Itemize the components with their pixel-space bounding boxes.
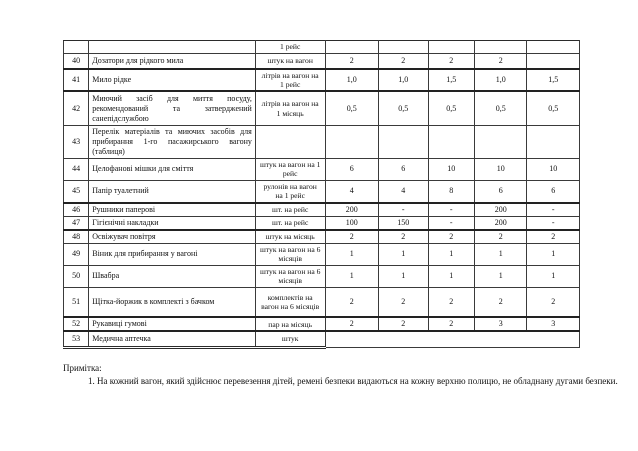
row-number-cell: 40 [64, 54, 89, 69]
row-number-cell: 51 [64, 287, 89, 317]
value-cell: 200 [474, 216, 527, 230]
table-row [64, 317, 580, 331]
value-cell: 2 [379, 230, 428, 244]
item-name-cell: Віник для прибирання у вагоні [89, 243, 256, 265]
value-cell: 6 [325, 158, 379, 180]
value-cell: 2 [325, 317, 379, 331]
row-number-cell: 46 [64, 203, 89, 217]
value-cell: 2 [325, 230, 379, 244]
value-cell: 1 [527, 265, 580, 287]
value-cell: - [527, 203, 580, 217]
value-cell: 0,5 [379, 91, 428, 125]
value-cell: 0,5 [527, 91, 580, 125]
value-cell: 0,5 [325, 91, 379, 125]
value-cell: 100 [325, 216, 379, 230]
item-name-cell: Целофанові мішки для сміття [89, 158, 256, 180]
value-cell: 10 [474, 158, 527, 180]
value-cell: 10 [428, 158, 474, 180]
table-row [64, 216, 580, 230]
value-cell [325, 125, 379, 158]
item-name-cell [89, 41, 256, 54]
note-title: Примітка: [63, 363, 102, 373]
value-cell: 1 [428, 243, 474, 265]
value-cell: 2 [527, 230, 580, 244]
table-row [64, 230, 580, 244]
value-cell: 2 [428, 317, 474, 331]
value-cell: 1 [428, 265, 474, 287]
value-cell [527, 41, 580, 54]
table-row [64, 243, 580, 265]
value-cell: - [428, 216, 474, 230]
unit-cell: штук на вагон на 6 місяців [255, 243, 325, 265]
value-cell [474, 125, 527, 158]
item-name-cell: Рукавиці гумові [89, 317, 256, 331]
value-cell [527, 125, 580, 158]
unit-cell [255, 125, 325, 158]
value-cell [379, 41, 428, 54]
value-cell: 1 [325, 243, 379, 265]
table-row [64, 331, 580, 347]
value-cell: 2 [474, 287, 527, 317]
table-row [64, 54, 580, 69]
supplies-table-body [64, 41, 580, 348]
item-name-cell: Дозатори для рідкого мила [89, 54, 256, 69]
value-cell: 4 [325, 180, 379, 202]
value-cell: 0,5 [474, 91, 527, 125]
value-cell: 1,0 [379, 69, 428, 92]
table-row [64, 41, 580, 54]
value-cell: 3 [527, 317, 580, 331]
row-number-cell: 47 [64, 216, 89, 230]
supplies-table-wrap [63, 40, 580, 349]
value-cell: 6 [527, 180, 580, 202]
value-cell: 1 [474, 243, 527, 265]
value-cell: 8 [428, 180, 474, 202]
row-number-cell: 52 [64, 317, 89, 331]
empty-region [325, 331, 579, 347]
value-cell [325, 41, 379, 54]
row-number-cell: 53 [64, 331, 89, 347]
value-cell: 1,5 [428, 69, 474, 92]
unit-cell: шт. на рейс [255, 216, 325, 230]
item-name-cell: Миючий засіб для миття посуду, рекомендований та затверджений санепідслужбою [89, 91, 256, 125]
value-cell: 200 [325, 203, 379, 217]
value-cell [379, 125, 428, 158]
value-cell: 1 [379, 265, 428, 287]
item-name-cell: Швабра [89, 265, 256, 287]
unit-cell: рулонів на вагон на 1 рейс [255, 180, 325, 202]
value-cell: 2 [325, 54, 379, 69]
value-cell: - [527, 216, 580, 230]
supplies-table [63, 40, 580, 349]
table-row [64, 287, 580, 317]
value-cell: 6 [474, 180, 527, 202]
value-cell: 2 [474, 230, 527, 244]
value-cell: 0,5 [428, 91, 474, 125]
unit-cell: літрів на вагон на 1 рейс [255, 69, 325, 92]
unit-cell: штук на вагон на 6 місяців [255, 265, 325, 287]
table-row [64, 265, 580, 287]
value-cell: 1,0 [325, 69, 379, 92]
item-name-cell: Щітка-йоржик в комплекті з бачком [89, 287, 256, 317]
note [63, 362, 619, 387]
value-cell [428, 125, 474, 158]
row-number-cell: 50 [64, 265, 89, 287]
value-cell: 2 [428, 230, 474, 244]
table-row [64, 69, 580, 92]
unit-cell: штук на вагон на 1 рейс [255, 158, 325, 180]
value-cell: 1,5 [527, 69, 580, 92]
item-name-cell: Освіжувач повітря [89, 230, 256, 244]
value-cell: - [379, 203, 428, 217]
row-number-cell: 49 [64, 243, 89, 265]
row-number-cell: 42 [64, 91, 89, 125]
value-cell: 2 [325, 287, 379, 317]
value-cell: 2 [379, 317, 428, 331]
item-name-cell: Перелік матеріалів та миючих засобів для прибирання 1-го пасажирського вагону (таблиця) [89, 125, 256, 158]
value-cell: 2 [474, 54, 527, 69]
item-name-cell: Папір туалетний [89, 180, 256, 202]
value-cell: 2 [428, 287, 474, 317]
unit-cell: літрів на вагон на 1 місяць [255, 91, 325, 125]
value-cell: 2 [428, 54, 474, 69]
row-number-cell: 44 [64, 158, 89, 180]
unit-cell: пар на місяць [255, 317, 325, 331]
item-name-cell: Гігієнічні накладки [89, 216, 256, 230]
value-cell: 1 [527, 243, 580, 265]
value-cell [527, 54, 580, 69]
value-cell: 3 [474, 317, 527, 331]
value-cell: 2 [527, 287, 580, 317]
table-row [64, 91, 580, 125]
unit-cell: штук на вагон [255, 54, 325, 69]
unit-cell: шт. на рейс [255, 203, 325, 217]
value-cell [474, 41, 527, 54]
item-name-cell: Рушники паперові [89, 203, 256, 217]
unit-cell: штук на місяць [255, 230, 325, 244]
row-number-cell: 45 [64, 180, 89, 202]
note-text: 1. На кожний вагон, який здійснює перевезення дітей, ремені безпеки видаються на кожну верхню полицю, не обладнану дугами безпеки. [88, 376, 618, 386]
item-name-cell: Мило рідке [89, 69, 256, 92]
value-cell: 1 [474, 265, 527, 287]
value-cell [428, 41, 474, 54]
value-cell: 1 [325, 265, 379, 287]
unit-cell: комплектів на вагон на 6 місяців [255, 287, 325, 317]
item-name-cell: Медична аптечка [89, 331, 256, 347]
value-cell: 2 [379, 54, 428, 69]
table-row [64, 180, 580, 202]
table-row [64, 125, 580, 158]
value-cell: 1 [379, 243, 428, 265]
value-cell: 150 [379, 216, 428, 230]
value-cell: - [428, 203, 474, 217]
row-number-cell: 43 [64, 125, 89, 158]
row-number-cell [64, 41, 89, 54]
value-cell: 4 [379, 180, 428, 202]
value-cell: 10 [527, 158, 580, 180]
value-cell: 200 [474, 203, 527, 217]
value-cell: 1,0 [474, 69, 527, 92]
row-number-cell: 48 [64, 230, 89, 244]
value-cell: 6 [379, 158, 428, 180]
table-row [64, 203, 580, 217]
value-cell: 2 [379, 287, 428, 317]
unit-cell: 1 рейс [255, 41, 325, 54]
table-row [64, 158, 580, 180]
unit-cell: штук [255, 331, 325, 347]
row-number-cell: 41 [64, 69, 89, 92]
